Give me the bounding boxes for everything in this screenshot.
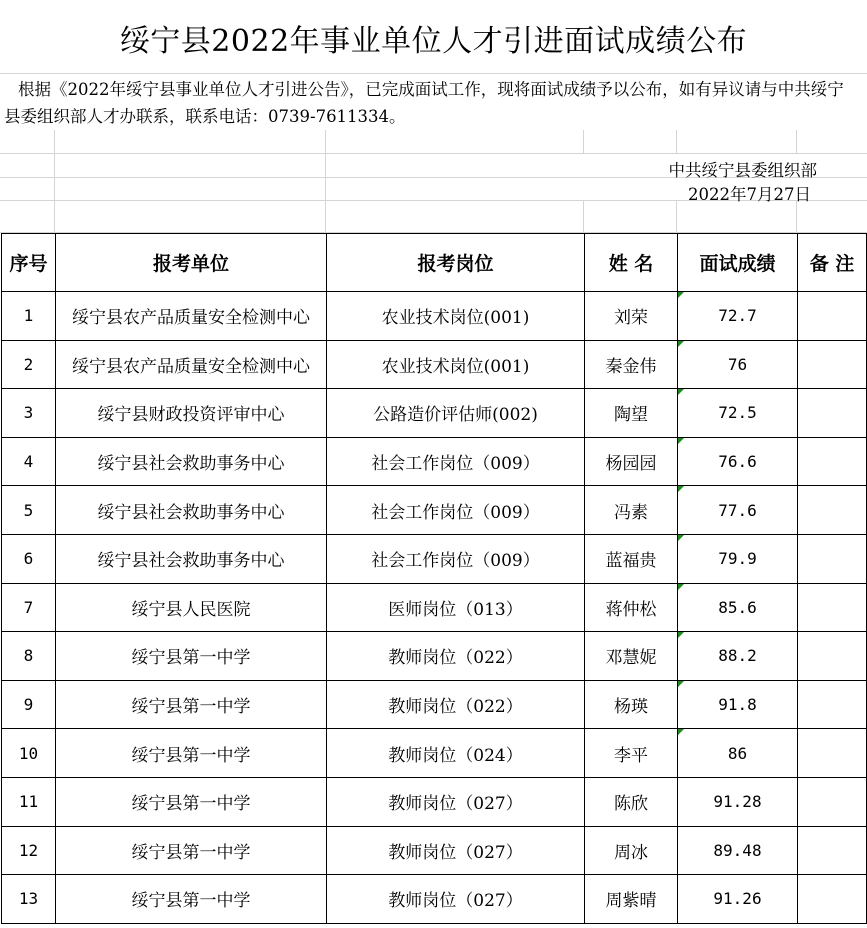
name-cell	[585, 680, 678, 729]
issuing-organization: 中共绥宁县委组织部	[668, 161, 817, 180]
name-cell-text: 邓慧妮	[605, 648, 657, 669]
blank-row	[0, 130, 867, 154]
post-cell-text: 社会工作岗位（009）	[371, 454, 540, 475]
unit-cell	[56, 729, 327, 778]
post-cell-text: 教师岗位（027）	[388, 794, 523, 815]
row-number-cell	[2, 437, 56, 486]
note-cell	[798, 875, 867, 924]
unit-cell-text: 绥宁县财政投资评审中心	[97, 405, 285, 426]
score-cell	[678, 486, 798, 535]
score-cell-text: 76	[727, 354, 748, 374]
unit-cell	[56, 486, 327, 535]
post-cell	[327, 389, 585, 438]
table-row	[2, 486, 867, 535]
notice-text: 根据《2022年绥宁县事业单位人才引进公告》，已完成面试工作，现将面试成绩予以公布，如有异议请与中共绥宁县委组织部人才办联系，联系电话：0739-7611334。	[4, 80, 844, 126]
score-cell-text: 91.26	[713, 889, 762, 909]
score-cell-text: 72.7	[718, 306, 757, 326]
unit-cell-text: 绥宁县第一中学	[131, 745, 251, 766]
cell-comment-marker-icon	[678, 584, 684, 590]
note-cell	[798, 437, 867, 486]
row-number-cell	[2, 632, 56, 681]
name-cell-text: 刘荣	[614, 308, 648, 329]
name-cell	[585, 340, 678, 389]
unit-cell	[56, 340, 327, 389]
name-cell	[585, 486, 678, 535]
cell-comment-marker-icon	[678, 292, 684, 298]
table-row	[2, 340, 867, 389]
score-cell-text: 86	[727, 743, 748, 763]
header-name: 姓 名	[585, 234, 678, 292]
post-cell-text: 教师岗位（024）	[388, 745, 523, 766]
table-row	[2, 583, 867, 632]
score-cell	[678, 826, 798, 875]
row-number-cell	[2, 340, 56, 389]
post-cell	[327, 632, 585, 681]
score-cell	[678, 632, 798, 681]
post-cell	[327, 340, 585, 389]
unit-cell-text: 绥宁县第一中学	[131, 842, 251, 863]
header-score: 面试成绩	[678, 234, 798, 292]
row-number-cell	[2, 389, 56, 438]
unit-cell	[56, 437, 327, 486]
score-cell-text: 89.48	[713, 840, 762, 860]
note-cell	[798, 583, 867, 632]
row-number-cell	[2, 729, 56, 778]
note-cell	[798, 340, 867, 389]
name-cell	[585, 389, 678, 438]
note-cell	[798, 826, 867, 875]
name-cell	[585, 534, 678, 583]
blank-row	[0, 201, 867, 233]
row-number-cell-text: 6	[23, 549, 34, 569]
name-cell-text: 杨瑛	[614, 697, 648, 718]
table-row	[2, 534, 867, 583]
row-number-cell	[2, 486, 56, 535]
unit-cell	[56, 534, 327, 583]
unit-cell	[56, 583, 327, 632]
score-cell-text: 91.28	[713, 792, 762, 812]
cell-comment-marker-icon	[678, 486, 684, 492]
post-cell-text: 教师岗位（022）	[388, 648, 523, 669]
post-cell-text: 农业技术岗位(001)	[381, 308, 530, 329]
table-row	[2, 826, 867, 875]
unit-cell	[56, 389, 327, 438]
name-cell	[585, 777, 678, 826]
title-row	[0, 0, 867, 74]
name-cell	[585, 583, 678, 632]
post-cell	[327, 292, 585, 341]
name-cell-text: 杨园园	[605, 454, 657, 475]
score-cell-text: 91.8	[718, 695, 757, 715]
score-cell	[678, 340, 798, 389]
post-cell-text: 教师岗位（022）	[388, 697, 523, 718]
name-cell-text: 蒋仲松	[605, 599, 657, 620]
note-cell	[798, 486, 867, 535]
post-cell-text: 教师岗位（027）	[388, 842, 523, 863]
cell-comment-marker-icon	[678, 535, 684, 541]
unit-cell-text: 绥宁县农产品质量安全检测中心	[72, 356, 310, 377]
name-cell	[585, 292, 678, 341]
row-number-cell	[2, 826, 56, 875]
cell-comment-marker-icon	[678, 341, 684, 347]
table-row	[2, 632, 867, 681]
row-number-cell-text: 8	[23, 646, 34, 666]
unit-cell-text: 绥宁县人民医院	[131, 599, 251, 620]
score-cell	[678, 534, 798, 583]
name-cell	[585, 826, 678, 875]
score-cell-text: 77.6	[718, 500, 757, 520]
unit-cell	[56, 826, 327, 875]
score-cell	[678, 729, 798, 778]
header-note: 备 注	[798, 234, 867, 292]
header-unit: 报考单位	[56, 234, 327, 292]
table-row	[2, 437, 867, 486]
cell-comment-marker-icon	[678, 632, 684, 638]
row-number-cell-text: 9	[23, 695, 34, 715]
post-cell	[327, 486, 585, 535]
table-row	[2, 680, 867, 729]
table-row	[2, 729, 867, 778]
row-number-cell-text: 10	[18, 743, 39, 763]
row-number-cell-text: 4	[23, 452, 34, 472]
header-no: 序号	[2, 234, 56, 292]
score-cell-text: 76.6	[718, 452, 757, 472]
unit-cell-text: 绥宁县第一中学	[131, 697, 251, 718]
post-cell-text: 医师岗位（013）	[388, 599, 523, 620]
note-cell	[798, 389, 867, 438]
row-number-cell-text: 2	[23, 354, 34, 374]
post-cell	[327, 875, 585, 924]
name-cell	[585, 729, 678, 778]
note-cell	[798, 777, 867, 826]
score-cell-text: 79.9	[718, 549, 757, 569]
unit-cell-text: 绥宁县社会救助事务中心	[97, 454, 285, 475]
row-number-cell	[2, 583, 56, 632]
score-cell	[678, 437, 798, 486]
score-cell-text: 85.6	[718, 597, 757, 617]
post-cell-text: 社会工作岗位（009）	[371, 551, 540, 572]
post-cell	[327, 437, 585, 486]
cell-comment-marker-icon	[678, 729, 684, 735]
row-number-cell	[2, 680, 56, 729]
name-cell-text: 周紫晴	[605, 891, 657, 912]
cell-comment-marker-icon	[678, 681, 684, 687]
unit-cell	[56, 680, 327, 729]
score-cell	[678, 680, 798, 729]
row-number-cell-text: 5	[23, 500, 34, 520]
post-cell	[327, 680, 585, 729]
score-cell	[678, 583, 798, 632]
table-row	[2, 875, 867, 924]
scores-table	[1, 233, 867, 924]
name-cell-text: 陶望	[614, 405, 648, 426]
name-cell-text: 周冰	[614, 842, 648, 863]
name-cell-text: 蓝福贵	[605, 551, 657, 572]
post-cell-text: 公路造价评估师(002)	[373, 405, 538, 426]
row-number-cell-text: 13	[18, 889, 39, 909]
note-cell	[798, 292, 867, 341]
table-row	[2, 389, 867, 438]
unit-cell	[56, 777, 327, 826]
score-cell-text: 72.5	[718, 403, 757, 423]
name-cell	[585, 632, 678, 681]
cell-comment-marker-icon	[678, 389, 684, 395]
post-cell-text: 教师岗位（027）	[388, 891, 523, 912]
table-header-row	[2, 234, 867, 292]
row-number-cell-text: 11	[18, 792, 39, 812]
cell-comment-marker-icon	[678, 438, 684, 444]
name-cell-text: 秦金伟	[605, 356, 657, 377]
post-cell	[327, 826, 585, 875]
issue-date: 2022年7月27日	[688, 185, 811, 204]
name-cell-text: 冯素	[614, 502, 648, 523]
row-number-cell-text: 1	[23, 306, 34, 326]
unit-cell-text: 绥宁县第一中学	[131, 648, 251, 669]
note-cell	[798, 534, 867, 583]
row-number-cell	[2, 777, 56, 826]
name-cell	[585, 875, 678, 924]
row-number-cell	[2, 875, 56, 924]
unit-cell	[56, 875, 327, 924]
notice-row	[0, 74, 867, 130]
table-row	[2, 292, 867, 341]
table-body	[2, 292, 867, 924]
row-number-cell-text: 3	[23, 403, 34, 423]
unit-cell	[56, 292, 327, 341]
note-cell	[798, 632, 867, 681]
post-cell-text: 社会工作岗位（009）	[371, 502, 540, 523]
score-cell-text: 88.2	[718, 646, 757, 666]
note-cell	[798, 680, 867, 729]
note-cell	[798, 729, 867, 778]
name-cell-text: 陈欣	[614, 794, 648, 815]
page-title: 绥宁县2022年事业单位人才引进面试成绩公布	[119, 24, 748, 59]
header-post: 报考岗位	[327, 234, 585, 292]
unit-cell-text: 绥宁县社会救助事务中心	[97, 502, 285, 523]
score-cell	[678, 777, 798, 826]
row-number-cell-text: 7	[23, 597, 34, 617]
row-number-cell	[2, 534, 56, 583]
unit-cell-text: 绥宁县农产品质量安全检测中心	[72, 308, 310, 329]
row-number-cell-text: 12	[18, 840, 39, 860]
table-row	[2, 777, 867, 826]
name-cell	[585, 437, 678, 486]
unit-cell-text: 绥宁县社会救助事务中心	[97, 551, 285, 572]
post-cell	[327, 729, 585, 778]
name-cell-text: 李平	[614, 745, 648, 766]
post-cell-text: 农业技术岗位(001)	[381, 356, 530, 377]
score-cell	[678, 875, 798, 924]
post-cell	[327, 777, 585, 826]
post-cell	[327, 534, 585, 583]
unit-cell-text: 绥宁县第一中学	[131, 794, 251, 815]
unit-cell	[56, 632, 327, 681]
score-cell	[678, 292, 798, 341]
score-cell	[678, 389, 798, 438]
unit-cell-text: 绥宁县第一中学	[131, 891, 251, 912]
post-cell	[327, 583, 585, 632]
row-number-cell	[2, 292, 56, 341]
